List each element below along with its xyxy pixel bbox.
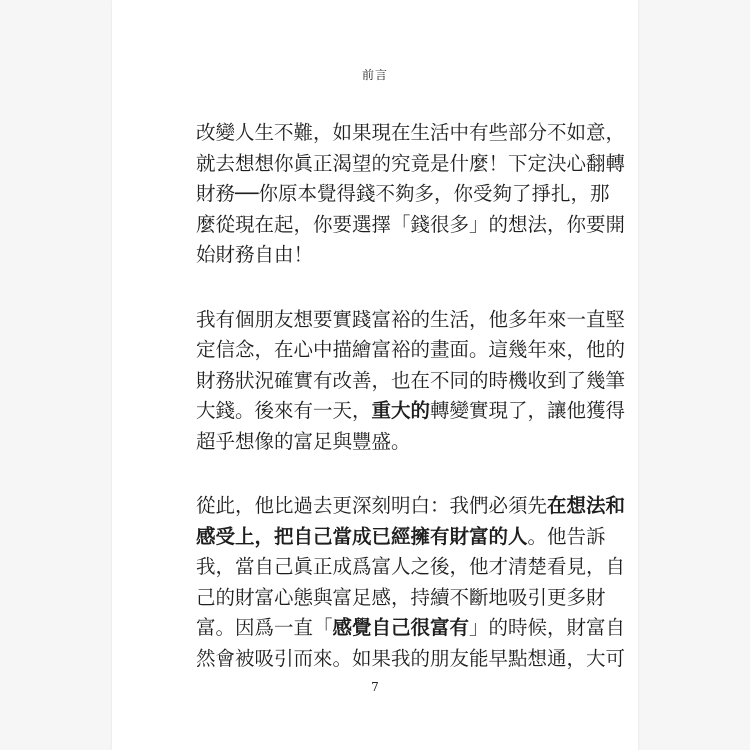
text-line: [196, 118, 626, 149]
text-run: 大錢。後來有一天，: [196, 399, 372, 422]
text-run: 轉變實現了，讓他獲得: [430, 399, 626, 422]
text-run: 我，當自己眞正成爲富人之後，他才清楚看見，自: [196, 555, 626, 578]
text-run: 」的時候，財富自: [469, 616, 626, 639]
text-line: [196, 613, 626, 644]
text-line: [196, 552, 626, 583]
page-body: [196, 118, 626, 708]
text-line: [196, 366, 626, 397]
text-line: [196, 305, 626, 336]
text-run: 富。因爲一直「: [196, 616, 333, 639]
text-run: 己的財富心態與富足感，持續不斷地吸引更多財: [196, 585, 606, 609]
text-run: 從此，他比過去更深刻明白：我們必須先: [196, 494, 548, 517]
text-run: 改變人生不難，如果現在生活中有些部分不如意，: [196, 121, 626, 144]
text-run: 麼從現在起，你要選擇「錢很多」的想法，你要開: [196, 212, 626, 236]
text-line: [196, 583, 606, 614]
text-line: [196, 179, 610, 210]
paragraph-2: [196, 305, 626, 458]
text-run: 然會被吸引而來。如果我的朋友能早點想通，大可: [196, 646, 626, 670]
book-page: [112, 0, 638, 750]
text-run: 就去想想你眞正渴望的究竟是什麼！下定決心翻轉: [196, 151, 626, 175]
page-number: 7: [371, 680, 379, 694]
text-line: [196, 149, 626, 180]
paragraph-1: [196, 118, 626, 271]
text-line: [196, 427, 576, 458]
text-run: 。他告訴: [527, 524, 606, 548]
text-run: 超乎想像的富足與豐盛。: [196, 429, 411, 453]
text-line: [196, 210, 626, 241]
text-run: 財務──你原本覺得錢不夠多，你受夠了掙扎，那: [196, 182, 610, 205]
text-line: [196, 335, 626, 366]
bold-emphasis: 在想法和: [547, 494, 626, 517]
bold-emphasis: 感受上，把自己當成已經擁有財富的人: [196, 524, 528, 548]
text-line: [196, 644, 626, 675]
paragraph-3: [196, 491, 626, 674]
text-run: 財務狀況確實有改善，也在不同的時機收到了幾筆: [196, 368, 626, 392]
text-line: [196, 491, 626, 522]
bold-emphasis: 感覺自己很富有: [332, 616, 470, 639]
text-run: 我有個朋友想要實踐富裕的生活，他多年來一直堅: [196, 307, 626, 331]
text-line: [196, 240, 576, 271]
text-line: [196, 522, 606, 553]
text-line: [196, 396, 626, 427]
text-run: 始財務自由！: [196, 243, 314, 266]
text-run: 定信念，在心中描繪富裕的畫面。這幾年來，他的: [196, 338, 626, 361]
bold-emphasis: 重大的: [371, 399, 431, 422]
running-header: 前言: [361, 68, 388, 82]
